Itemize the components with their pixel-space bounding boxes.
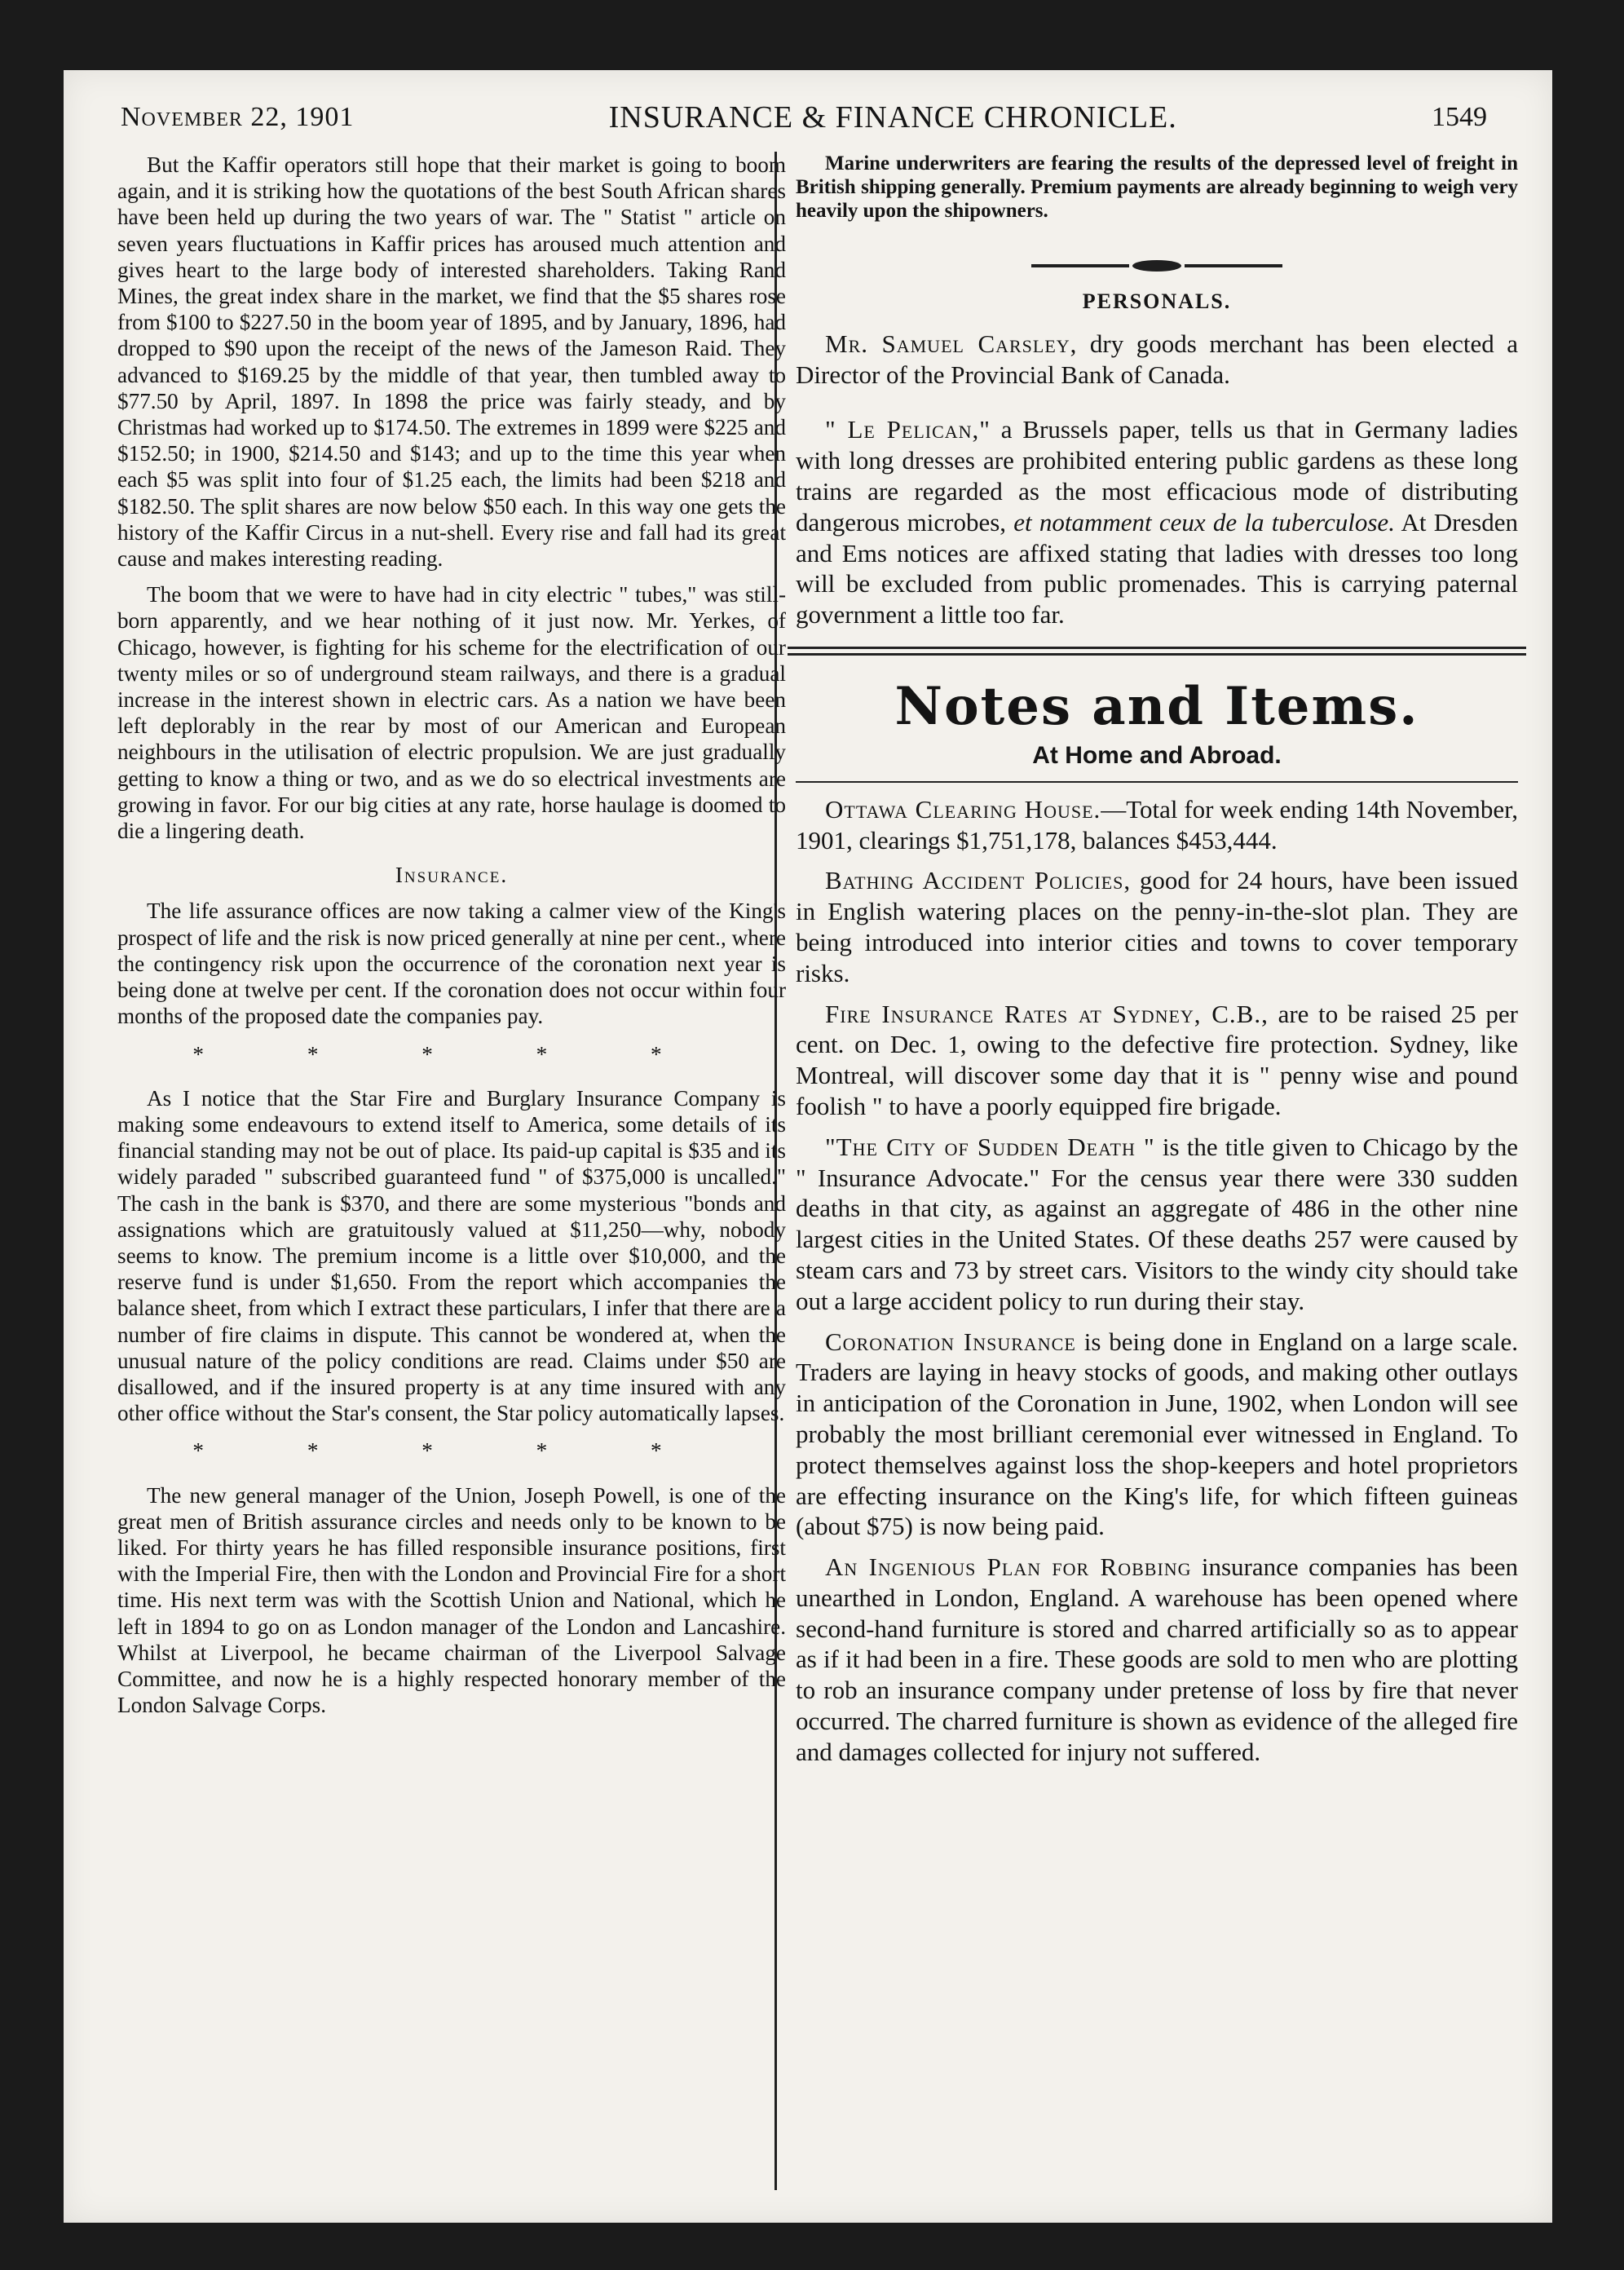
personal-carsley — [796, 329, 1518, 391]
note-robbing-lead: An Ingenious Plan for Robbing — [825, 1552, 1192, 1582]
paragraph-union-manager: The new general manager of the Union, Joseph Powell, is one of the great men of British assurance circles and needs only to be known to be liked. For thirty years he has filled responsible insurance positions, first with the Imperial Fire, then with the London and Provincial Fire for a short time. His next term was with the Scottish Union and National, which he left in 1894 to go on as London manager of the London and Lancashire. Whilst at Liverpool, he became chairman of the Liverpool Salvage Committee, and now he is a highly respected honorary member of the London Salvage Corps. — [117, 1482, 786, 1718]
note-coronation — [796, 1327, 1518, 1543]
page-number: 1549 — [1431, 102, 1487, 132]
section-separator-stars: * * * * * — [192, 1438, 711, 1464]
insurance-heading: Insurance. — [395, 863, 509, 888]
issue-date: November 22, 1901 — [121, 102, 355, 132]
note-chicago-lead: "The City of Sudden Death " — [825, 1132, 1155, 1161]
note-robbing-text: insurance companies has been unearthed in London, England. A warehouse has been opened where second-hand furniture is stored and charred artificially so as to appear as if it had been in a fire. These goods are sold to men who are plotting to rob an insurance company under pretense of loss by fire that never occurred. The charred furniture is shown as evidence of the alleged fire and damages collected for injury not suffered. — [796, 1552, 1518, 1766]
right-column — [796, 152, 1518, 2206]
note-bathing-text: good for 24 hours, have been issued in English watering places on the penny-in-the-slot plan. They are being introduced into interior cities and towns to cover temporary risks. — [796, 866, 1519, 987]
paragraph-electric-tubes: The boom that we were to have had in city electric " tubes," was still-born apparently, and we hear nothing of it just now. Mr. Yerkes, of Chicago, however, is fighting for his scheme for the electrification of our twenty miles or so of underground steam railways, and there is a gradual increase in the interest shown in electric cars. As a nation we have been left deplorably in the rear by most of our American and European neighbours in the utilisation of electric propulsion. We are just gradually getting to know a thing or two, and as we do so electrical investments are growing in favor. For our big cities at any rate, horse haulage is doomed to die a lingering death. — [117, 582, 786, 844]
paragraph-star-fire: As I notice that the Star Fire and Burglary Insurance Company is making some endeavours to extend itself to America, some details of its financial standing may not be out of place. Its paid-up capital is $35 and its widely paraded " subscribed guaranteed fund " of $375,000 is uncalled." The cash in the bank is $370, and there are some mysterious "bonds and assignations which are gratuitously valued at $11,250—why, nobody seems to know. The premium income is a little over $10,000, and the reserve fund is under $1,650. From the report which accompanies the balance sheet, from which I extract these particulars, I infer that there are a number of fire claims in dispute. This cannot be wondered at, when the unusual nature of the policy conditions are read. Claims under $50 are disallowed, and if the insured property is at any time insured with any other office without the Star's consent, the Star policy automatically lapses. — [117, 1085, 786, 1426]
personal-pelican — [796, 414, 1518, 630]
personal-pelican-text: a Brussels paper, tells us that in Germany ladies with long dresses are prohibited entering public gardens as these long trains are regarded as the most efficacious mode of distributing dangerous microbes, — [796, 415, 1518, 537]
personal-pelican-italic: et notamment ceux de la tuberculose. — [1013, 507, 1395, 537]
newspaper-page — [64, 70, 1552, 2223]
personals-heading: PERSONALS. — [1082, 289, 1232, 313]
note-sydney — [796, 999, 1518, 1122]
paragraph-marine-underwriters: Marine underwriters are fearing the results of the depressed level of freight in British shipping generally. Premium payments are already beginning to weigh very heavily upon the shipowners. — [796, 152, 1518, 222]
note-chicago — [796, 1132, 1518, 1317]
note-coronation-lead: Coronation Insurance — [825, 1327, 1076, 1356]
personal-carsley-lead: Mr. Samuel Carsley, — [825, 329, 1078, 358]
personal-pelican-lead: " Le Pelican," — [825, 415, 991, 444]
personal-carsley-text: dry goods merchant has been elected a Director of the Provincial Bank of Canada. — [796, 329, 1519, 389]
thin-rule — [796, 781, 1518, 783]
note-bathing-lead: Bathing Accident Policies, — [825, 866, 1132, 895]
note-ottawa-lead: Ottawa Clearing House. — [825, 794, 1101, 824]
note-sydney-text: are to be raised 25 per cent. on Dec. 1, owing to the defective fire protection. Sydney, like Montreal, will discover some day that it is " penny wise and pound foolish " to have a poorly equipped fire brigade. — [796, 999, 1518, 1120]
publication-title: INSURANCE & FINANCE CHRONICLE. — [608, 100, 1177, 135]
note-ottawa-text: —Total for week ending 14th November, 1901, clearings $1,751,178, balances $453,444. — [796, 794, 1518, 855]
note-sydney-lead: Fire Insurance Rates at Sydney, C.B., — [825, 999, 1269, 1028]
note-bathing — [796, 865, 1518, 988]
double-rule — [788, 647, 1526, 656]
notes-and-items-title: Notes and Items. — [894, 675, 1419, 737]
paragraph-life-assurance: The life assurance offices are now taking a calmer view of the King's prospect of life and the risk is now priced generally at nine per cent., where the contingency risk upon the occurrence of the coronation next year is being done at twelve per cent. If the coronation does not occur within four months of the proposed date the companies pay. — [117, 899, 786, 1029]
note-chicago-text: is the title given to Chicago by the " Insurance Advocate." For the census year there were 330 sudden deaths in that city, as against an aggregate of 486 in the other nine largest cities in the United States. Of these deaths 257 were caused by steam cars and 73 by street cars. Visitors to the windy city should take out a large accident policy to run during their stay. — [796, 1132, 1518, 1315]
paragraph-kaffir-market: But the Kaffir operators still hope that their market is going to boom again, and it is striking how the quotations of the best South African shares have been held up during the two years of war. The " Statist " article on seven years fluctuations in Kaffir prices has aroused much attention and gives heart to the large body of interested shareholders. Taking Rand Mines, the great index share in the market, we find that the $5 shares rose from $100 to $227.50 in the boom year of 1895, and by January, 1896, had dropped to $90 upon the receipt of the news of the Jameson Raid. They advanced to $169.25 by the middle of that year, then tumbled away to $77.50 by April, 1897. In 1898 the price was fairly steady, and by Christmas had worked up to $174.50. The extremes in 1899 were $225 and $152.50; in 1900, $214.50 and $143; and up to the time this year when each $5 was split into four of $1.25 each, the limits had been $218 and $182.50. The split shares are now below $50 each. In this way one gets the history of the Kaffir Circus in a nut-shell. Every rise and fall had its great cause and makes interesting reading. — [117, 152, 786, 572]
note-coronation-text: is being done in England on a large scale. Traders are laying in heavy stocks of goods, and making other outlays in anticipation of the Coronation in June, 1902, when London will see probably the most brilliant ceremonial ever witnessed in England. To protect themselves against loss the shop-keepers and hotel proprietors are effecting insurance on the King's life, for which fifteen guineas (about $75) is now being paid. — [796, 1327, 1518, 1541]
note-ottawa — [796, 794, 1518, 856]
personal-pelican-text-end: At Dresden and Ems notices are affixed stating that ladies with dresses too long will be excluded from public promenades. This is carrying paternal government a little too far. — [796, 507, 1519, 629]
page-header — [121, 93, 1487, 142]
section-separator-stars: * * * * * — [192, 1041, 711, 1067]
notes-subtitle: At Home and Abroad. — [1032, 741, 1282, 769]
note-robbing — [796, 1552, 1518, 1768]
left-column — [117, 152, 786, 2206]
ornament-divider — [796, 260, 1518, 272]
